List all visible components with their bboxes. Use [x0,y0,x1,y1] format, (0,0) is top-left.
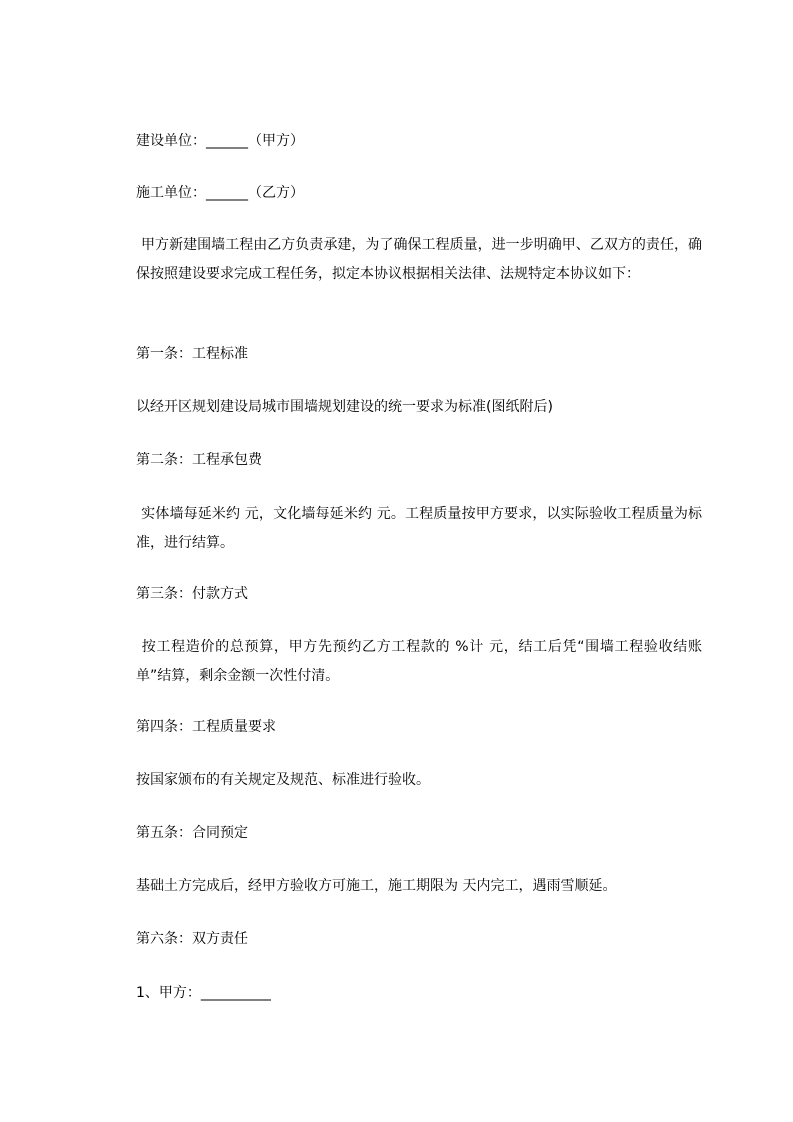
construct-unit-line: 施工单位：______（乙方） [136,185,304,201]
item-1-party-a: 1、甲方：__________ [136,985,271,1001]
article-3-paragraph [136,633,702,691]
article-2-body: 实体墙每延米约 元，文化墙每延米约 元。工程质量按甲方要求，以实际验收工程质量为标准，进行结算。 [136,506,702,551]
build-unit-line: 建设单位：______（甲方） [136,133,304,149]
article-6-title: 第六条：双方责任 [136,931,248,947]
article-3-body: 按工程造价的总预算，甲方先预约乙方工程款的 %计 元，结工后凭“围墙工程验收结账单”结算，剩余金额一次性付清。 [136,639,702,684]
article-2-title: 第二条：工程承包费 [136,452,262,468]
article-5-body: 基础土方完成后，经甲方验收方可施工，施工期限为 天内完工，遇雨雪顺延。 [136,878,617,894]
article-1-title: 第一条：工程标准 [136,346,248,362]
article-5-title: 第五条：合同预定 [136,825,248,841]
article-2-paragraph [136,500,702,558]
article-3-title: 第三条：付款方式 [136,586,248,602]
article-1-body: 以经开区规划建设局城市围墙规划建设的统一要求为标准(图纸附后) [136,399,553,415]
intro-paragraph [136,231,702,289]
intro-text: 甲方新建围墙工程由乙方负责承建，为了确保工程质量，进一步明确甲、乙双方的责任，确保按照建设要求完成工程任务，拟定本协议根据相关法律、法规特定本协议如下： [136,237,702,282]
article-4-body: 按国家颁布的有关规定及规范、标准进行验收。 [136,772,430,788]
article-4-title: 第四条：工程质量要求 [136,719,276,735]
